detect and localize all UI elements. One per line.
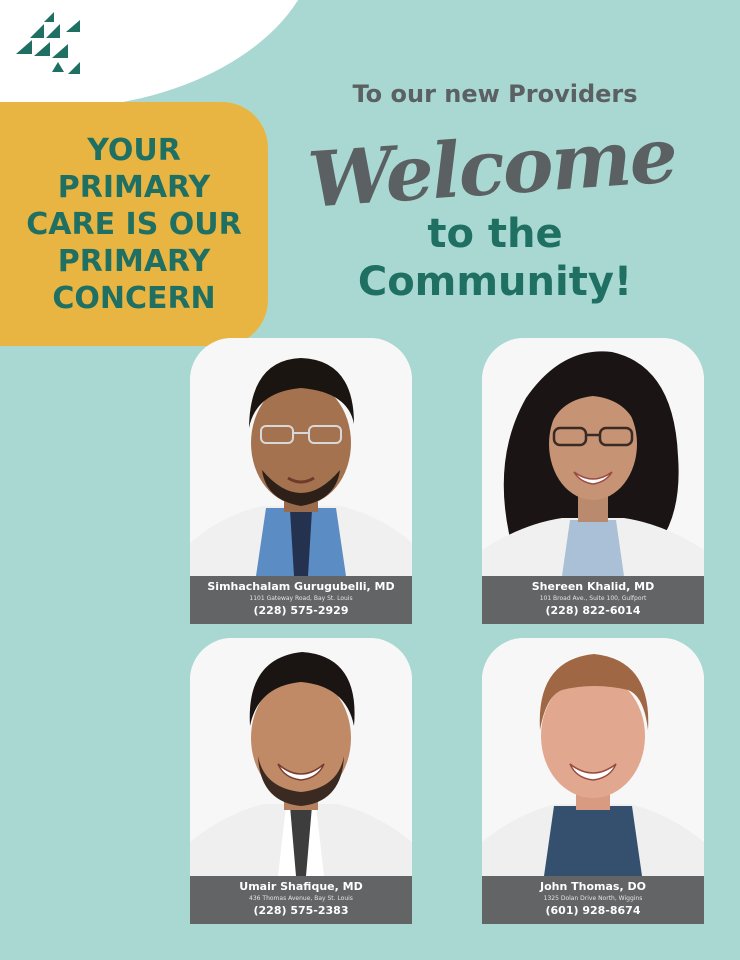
welcome-title: Welcome [305, 110, 679, 225]
provider-card [482, 338, 704, 626]
subheading: To our new Providers [352, 80, 638, 108]
provider-phone[interactable]: (228) 575-2383 [253, 904, 349, 917]
provider-caption [190, 576, 412, 624]
provider-portrait-icon [482, 338, 704, 576]
provider-card [482, 638, 704, 926]
provider-photo [190, 338, 412, 576]
welcome-tail-line: Community! [357, 259, 633, 305]
welcome-tail-line: to the [427, 211, 563, 257]
provider-address: 1325 Dolan Drive North, Wiggins [543, 895, 643, 902]
provider-photo [482, 638, 704, 876]
provider-name: Shereen Khalid, MD [531, 580, 655, 593]
slogan-line: CARE IS OUR [26, 206, 242, 242]
provider-name: John Thomas, DO [540, 880, 646, 893]
welcome-tail [300, 210, 690, 306]
provider-caption [482, 576, 704, 624]
slogan [14, 132, 254, 317]
provider-photo [190, 638, 412, 876]
provider-phone[interactable]: (228) 575-2929 [253, 604, 349, 617]
slogan-line: PRIMARY [57, 169, 211, 205]
provider-address: 101 Broad Ave., Suite 100, Gulfport [539, 595, 647, 602]
provider-caption [190, 876, 412, 924]
provider-phone[interactable]: (601) 928-8674 [545, 904, 641, 917]
slogan-line: PRIMARY [57, 243, 211, 279]
slogan-line: CONCERN [52, 280, 216, 316]
provider-portrait-icon [190, 638, 412, 876]
logo-icon [14, 10, 94, 90]
provider-portrait-icon [190, 338, 412, 576]
provider-phone[interactable]: (228) 822-6014 [545, 604, 641, 617]
provider-caption [482, 876, 704, 924]
slogan-panel [0, 102, 268, 346]
slogan-line: YOUR [87, 132, 181, 168]
provider-address: 1101 Gateway Road, Bay St. Louis [249, 595, 353, 602]
provider-photo [482, 338, 704, 576]
provider-card [190, 638, 412, 926]
provider-address: 436 Thomas Avenue, Bay St. Louis [249, 895, 353, 902]
provider-portrait-icon [482, 638, 704, 876]
provider-card [190, 338, 412, 626]
provider-name: Simhachalam Gurugubelli, MD [207, 580, 395, 593]
provider-name: Umair Shafique, MD [239, 880, 363, 893]
